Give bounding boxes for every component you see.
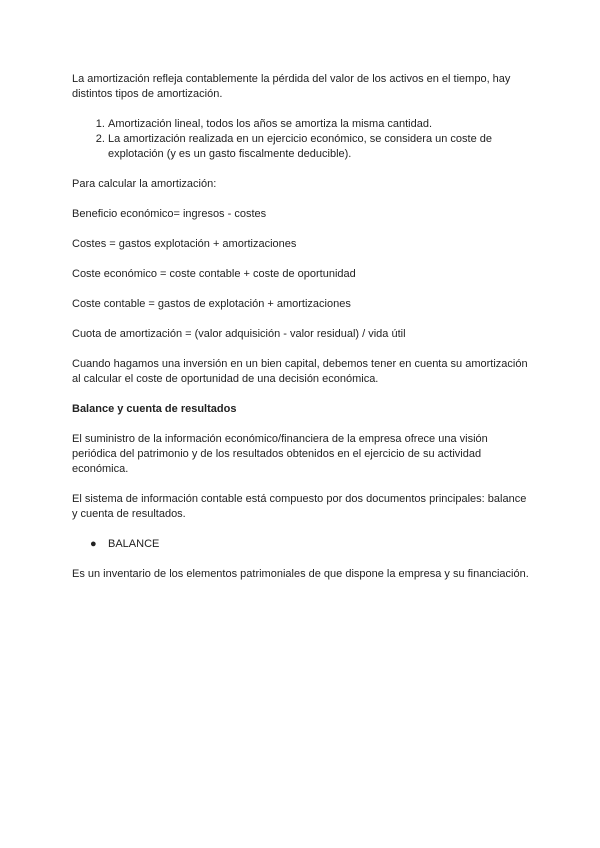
section-heading: Balance y cuenta de resultados [72, 403, 237, 415]
formula-line: Coste económico = coste contable + coste de oportunidad [72, 268, 356, 280]
formula-line: Cuota de amortización = (valor adquisición - valor residual) / vida útil [72, 328, 406, 340]
section-paragraph: El sistema de información contable está compuesto por dos documentos principales: balance y cuenta de resultados. [72, 493, 527, 520]
formula-line: Costes = gastos explotación + amortizaciones [72, 238, 297, 250]
section-paragraph: El suministro de la información económico/financiera de la empresa ofrece una visión periódica del patrimonio y de los resultados obtenidos en el ejercicio de su actividad económica. [72, 433, 488, 475]
bullet-list [72, 537, 532, 552]
calc-intro: Para calcular la amortización: [72, 178, 217, 190]
formula-line: Beneficio económico= ingresos - costes [72, 208, 267, 220]
list-item: 1. Amortización lineal, todos los años se amortiza la misma cantidad. [108, 117, 532, 132]
balance-definition: Es un inventario de los elementos patrimoniales de que dispone la empresa y su financiación. [72, 568, 529, 580]
bullet-icon: ● [90, 538, 97, 550]
formula-line: Coste contable = gastos de explotación + amortizaciones [72, 298, 351, 310]
amortization-types-list [72, 117, 532, 162]
list-item-label: BALANCE [108, 538, 160, 550]
list-item: 2. La amortización realizada en un ejercicio económico, se considera un coste de explotación (y es un gasto fiscalmente deducible). [108, 132, 532, 162]
intro-paragraph: La amortización refleja contablemente la pérdida del valor de los activos en el tiempo, hay distintos tipos de amortización. [72, 73, 511, 100]
document-page [72, 72, 532, 597]
investment-note: Cuando hagamos una inversión en un bien capital, debemos tener en cuenta su amortización al calcular el coste de oportunidad de una decisión económica. [72, 358, 528, 385]
list-item [90, 537, 532, 552]
